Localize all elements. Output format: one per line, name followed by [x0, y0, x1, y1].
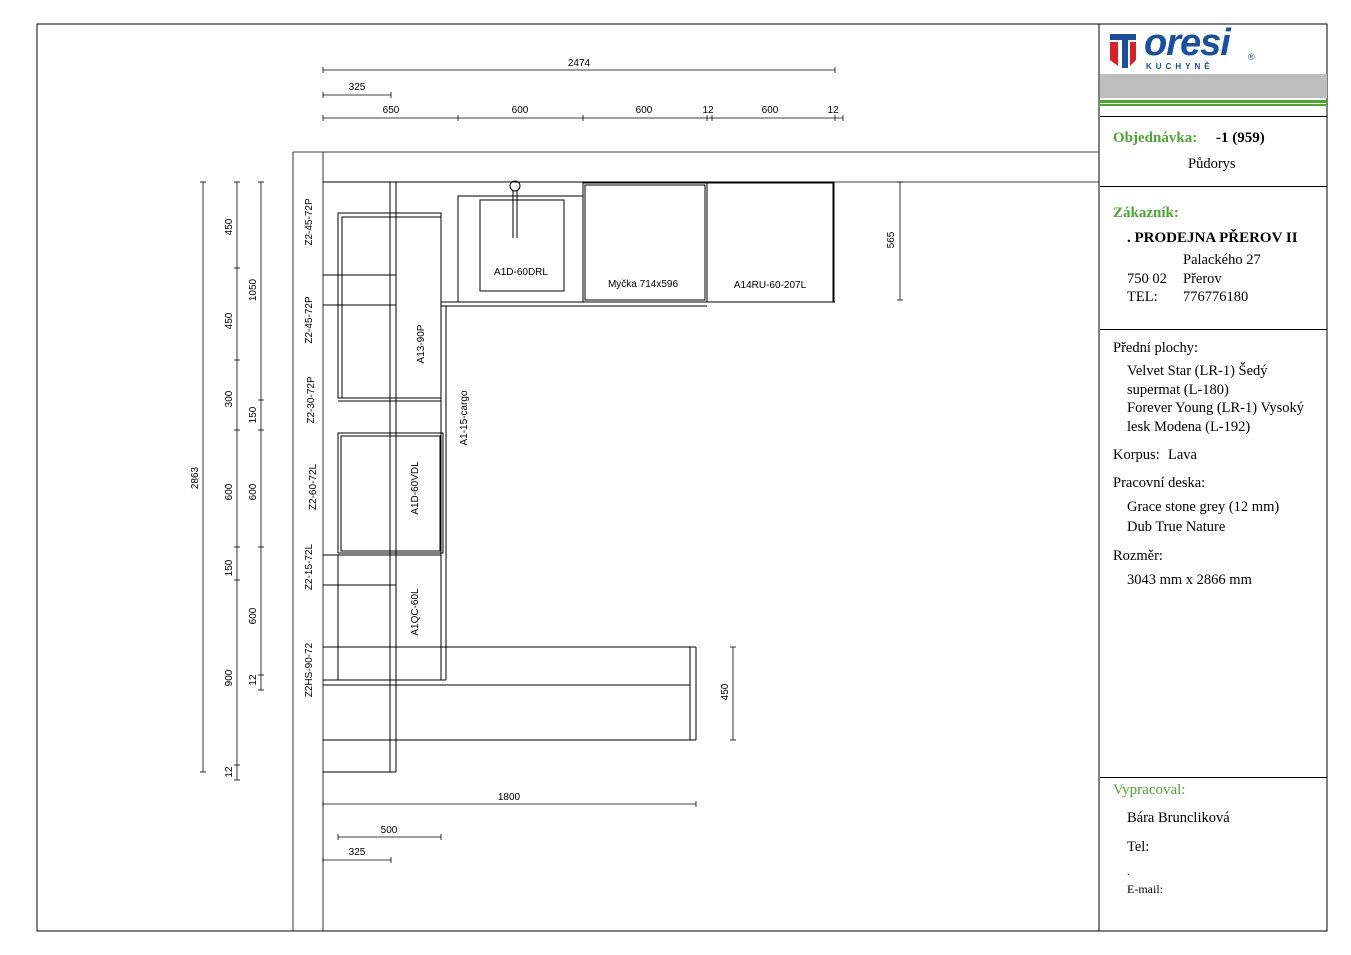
dim-top-600a: 600 [511, 105, 529, 116]
order-view: Půdorys [1188, 156, 1236, 172]
dims-right [730, 182, 903, 740]
cabinet-outlines [323, 181, 835, 772]
carcass-value: Lava [1168, 447, 1197, 463]
dim-right-450: 450 [720, 683, 731, 701]
fronts-2b: lesk Modena (L-192) [1127, 419, 1251, 435]
oresi-logo-icon [1108, 30, 1138, 70]
order-value: -1 (959) [1216, 130, 1265, 146]
customer-zip: 750 02 [1127, 271, 1167, 287]
unit-sink: A1D-60DRL [494, 267, 548, 278]
logo-gray-band [1100, 74, 1327, 98]
logo-reg: ® [1248, 52, 1255, 62]
unit-b1: A13-90P [416, 324, 427, 364]
author-dot: . [1127, 864, 1130, 878]
dim-total-left: 2863 [190, 466, 201, 490]
size-value: 3043 mm x 2866 mm [1127, 572, 1252, 588]
unit-w3: Z2-30-72P [306, 376, 317, 424]
dim-left-600b: 600 [248, 483, 259, 501]
unit-w5: Z2-15-72L [304, 543, 315, 591]
logo-area [1100, 24, 1327, 108]
customer-street: Palackého 27 [1183, 252, 1261, 268]
dim-left-600c: 600 [248, 607, 259, 625]
fronts-label: Přední plochy: [1113, 340, 1198, 356]
worktop-1: Grace stone grey (12 mm) [1127, 499, 1280, 515]
divider [1100, 116, 1327, 117]
dim-top-12b: 12 [827, 105, 839, 116]
fronts-1a: Velvet Star (LR-1) Šedý [1127, 363, 1268, 379]
dims-left [200, 182, 264, 780]
dim-total-top: 2474 [567, 58, 591, 69]
dim-bottom-325: 325 [348, 847, 366, 858]
unit-b4: A1-15-cargo [459, 390, 470, 446]
room-walls [293, 152, 1099, 931]
dim-left-12b: 12 [248, 674, 259, 686]
unit-w6: Z2HS-90-72 [304, 642, 315, 698]
dim-left-450a: 450 [224, 218, 235, 236]
dim-left-900: 900 [224, 669, 235, 687]
dim-left-150b: 150 [248, 406, 259, 424]
dim-bottom-500: 500 [380, 825, 398, 836]
dim-top-12a: 12 [702, 105, 714, 116]
info-panel [1100, 24, 1327, 931]
dim-right-565: 565 [886, 231, 897, 249]
dim-bottom-1800: 1800 [497, 792, 521, 803]
author-email-label: E-mail: [1127, 882, 1163, 896]
fronts-2a: Forever Young (LR-1) Vysoký [1127, 400, 1304, 416]
divider [1100, 329, 1327, 330]
carcass-label: Korpus: [1113, 447, 1160, 463]
customer-label: Zákazník: [1113, 205, 1179, 221]
customer-tel-label: TEL: [1127, 289, 1158, 305]
dim-left-12: 12 [224, 766, 235, 778]
dim-left-150: 150 [224, 559, 235, 577]
author-name: Bára Bruncliková [1127, 810, 1230, 826]
unit-corner: A14RU-60-207L [733, 280, 807, 291]
unit-b2: A1D-60VDL [410, 461, 421, 515]
logo-sub: KUCHYNĚ [1146, 62, 1214, 71]
unit-dishwasher: Myčka 714x596 [607, 279, 679, 290]
worktop-label: Pracovní deska: [1113, 475, 1206, 491]
divider [1100, 777, 1327, 778]
dim-left-450b: 450 [224, 312, 235, 330]
customer-city: Přerov [1183, 271, 1222, 287]
unit-b3: A1QC-60L [410, 588, 421, 636]
dim-top-600c: 600 [761, 105, 779, 116]
dims-bottom [323, 801, 696, 863]
dim-top-650: 650 [382, 105, 400, 116]
dim-left-600: 600 [224, 483, 235, 501]
dim-left-300: 300 [224, 390, 235, 408]
divider [1100, 186, 1327, 187]
worktop-2: Dub True Nature [1127, 519, 1226, 535]
logo-green-line-2 [1100, 104, 1327, 106]
order-label: Objednávka: [1113, 130, 1198, 146]
author-tel-label: Tel: [1127, 839, 1150, 855]
logo-brand: oresi [1144, 22, 1230, 64]
logo-green-line [1100, 100, 1327, 103]
dim-top-325: 325 [348, 82, 366, 93]
dim-left-1050: 1050 [248, 278, 259, 302]
fronts-1b: supermat (L-180) [1127, 382, 1229, 398]
size-label: Rozměr: [1113, 548, 1163, 564]
unit-w1: Z2-45-72P [304, 198, 315, 246]
author-label: Vypracoval: [1113, 782, 1186, 798]
unit-w2: Z2-45-72P [304, 296, 315, 344]
unit-w4: Z2-60-72L [308, 463, 319, 511]
dim-top-600b: 600 [635, 105, 653, 116]
customer-tel: 776776180 [1183, 289, 1249, 305]
customer-name: . PRODEJNA PŘEROV II [1127, 230, 1298, 246]
